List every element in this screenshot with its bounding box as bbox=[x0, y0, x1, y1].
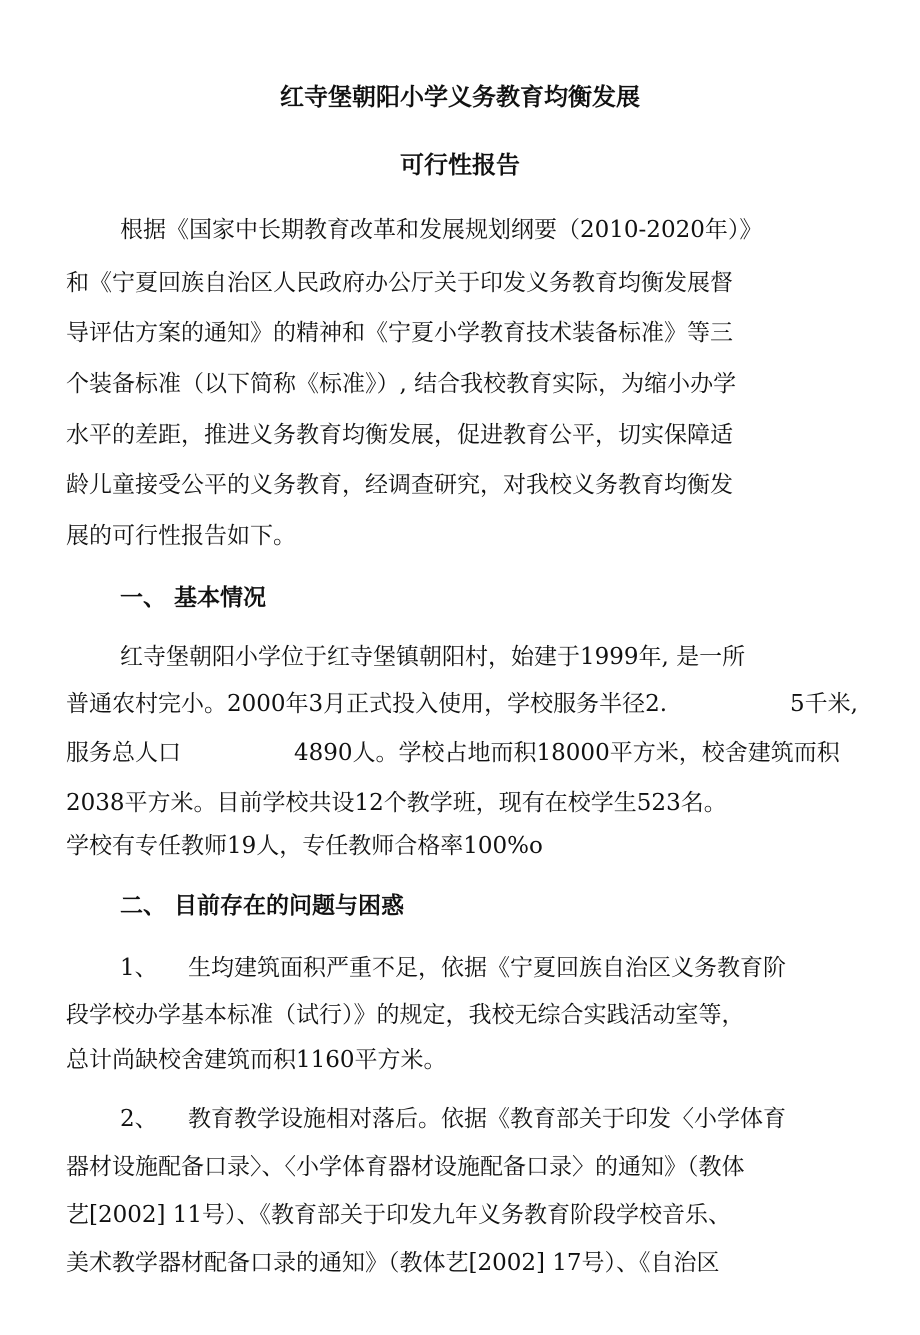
document-subtitle: 可行性报告 bbox=[400, 151, 520, 179]
intro-paragraph-line: 个装备标准（以下简称《标准》）, 结合我校教育实际，为缩小办学 bbox=[66, 371, 737, 397]
list-item-number: 1、 bbox=[120, 955, 158, 981]
intro-paragraph-line: 和《宁夏回族自治区人民政府办公厅关于印发义务教育均衡发展督 bbox=[66, 270, 733, 296]
document-title: 红寺堡朝阳小学义务教育均衡发展 bbox=[280, 83, 640, 111]
intro-paragraph-line: 展的可行性报告如下。 bbox=[66, 523, 296, 549]
section-heading-basic-info: 一、 基本情况 bbox=[120, 585, 267, 611]
section1-line-fragment: 4890人。学校占地而积18000平方米，校舍建筑而积 bbox=[294, 740, 840, 766]
list-item-line: 生均建筑面积严重不足，依据《宁夏回族自治区义务教育阶 bbox=[188, 955, 786, 981]
section1-line: 2038平方米。目前学校共设12个教学班，现有在校学生523名。 bbox=[66, 790, 727, 816]
list-item-line: 总计尚缺校舍建筑而积1160平方米。 bbox=[66, 1047, 447, 1073]
intro-paragraph-line: 根据《国家中长期教育改革和发展规划纲要（2010-2020年）》 bbox=[120, 217, 763, 243]
section1-line: 普通农村完小。2000年3月正式投入使用，学校服务半径2. bbox=[66, 691, 668, 717]
intro-paragraph-line: 导评估方案的通知》的精神和《宁夏小学教育技术装备标准》等三 bbox=[66, 320, 733, 346]
list-item-number: 2、 bbox=[120, 1106, 158, 1132]
intro-paragraph-line: 水平的差距，推进义务教育均衡发展，促进教育公平，切实保障适 bbox=[66, 422, 733, 448]
section1-line-fragment: 5千米, bbox=[790, 691, 858, 717]
list-item-line: 器材设施配备口录〉、〈小学体育器材设施配备口录〉的通知》（教体 bbox=[66, 1154, 745, 1180]
list-item-line: 段学校办学基本标准（试行）》的规定，我校无综合实践活动室等， bbox=[66, 1002, 745, 1028]
list-item-line: 艺[2002] 11号）、《教育部关于印发九年义务教育阶段学校音乐、 bbox=[66, 1202, 732, 1228]
section1-line: 服务总人口 bbox=[66, 740, 181, 766]
list-item-line: 美术教学器材配备口录的通知》（教体艺[2002] 17号）、《自治区 bbox=[66, 1250, 720, 1276]
section1-line: 红寺堡朝阳小学位于红寺堡镇朝阳村，始建于1999年, 是一所 bbox=[120, 644, 746, 670]
section-heading-problems: 二、 目前存在的问题与困惑 bbox=[120, 893, 405, 919]
section1-line: 学校有专任教师19人，专任教师合格率100%o bbox=[66, 833, 543, 859]
intro-paragraph-line: 龄儿童接受公平的义务教育，经调查研究，对我校义务教育均衡发 bbox=[66, 472, 733, 498]
list-item-line: 教育教学设施相对落后。依据《教育部关于印发〈小学体育 bbox=[188, 1106, 786, 1132]
